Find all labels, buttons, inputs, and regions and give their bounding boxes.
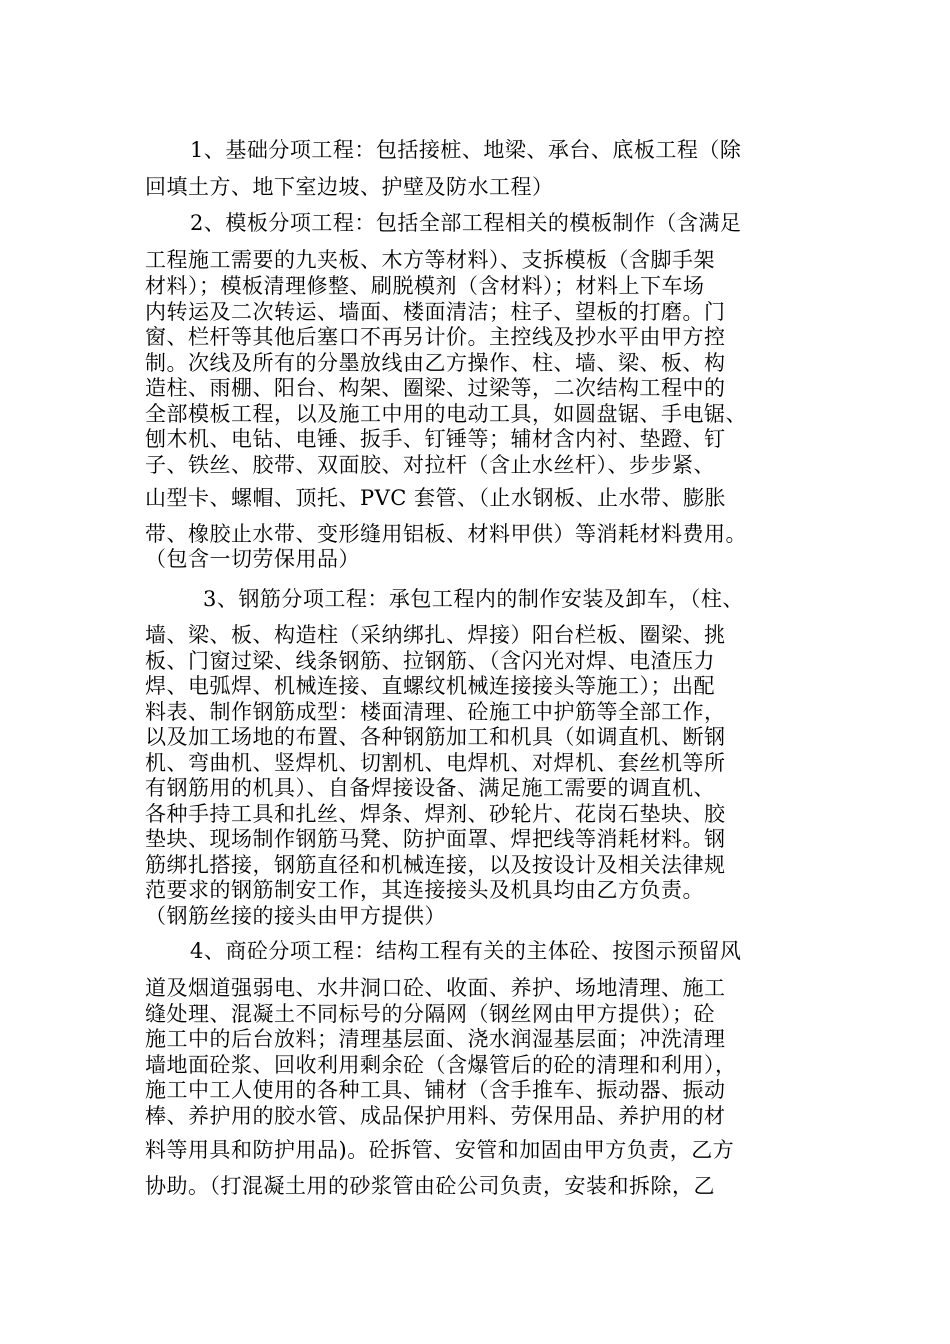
paragraph-1-line-2: 回填土方、地下室边坡、护壁及防水工程） (145, 175, 554, 199)
paragraph-3-line-13: （钢筋丝接的接头由甲方提供） (145, 904, 446, 928)
paragraph-1-line-1: 1、基础分项工程：包括接桩、地梁、承台、底板工程（除 (190, 138, 742, 162)
paragraph-3-line-2: 墙、梁、板、构造柱（采纳绑扎、焊接）阳台栏板、圈梁、挑 (145, 623, 726, 647)
paragraph-3-line-7: 机、弯曲机、竖焊机、切割机、电焊机、对焊机、套丝机等所 (145, 751, 726, 775)
paragraph-2-line-8: 全部模板工程，以及施工中用的电动工具，如圆盘锯、手电锯、 (145, 402, 747, 426)
paragraph-2-line-11: 山型卡、螺帽、顶托、PVC 套管、（止水钢板、止水带、膨胀 (145, 486, 727, 510)
paragraph-3-line-3: 板、门窗过梁、线条钢筋、拉钢筋、（含闪光对焊、电渣压力 (145, 649, 715, 673)
paragraph-3-line-5: 料表、制作钢筋成型：楼面清理、砼施工中护筋等全部工作， (145, 700, 726, 724)
paragraph-3-line-12: 范要求的钢筋制安工作，其连接接头及机具均由乙方负责。 (145, 878, 704, 902)
paragraph-2-line-1: 2、模板分项工程：包括全部工程相关的模板制作（含满足 (190, 211, 742, 235)
paragraph-2-line-13: （包含一切劳保用品） (145, 547, 360, 571)
paragraph-2-line-10: 子、铁丝、胶带、双面胶、对拉杆（含止水丝杆）、步步紧、 (145, 453, 715, 477)
paragraph-2-line-4: 内转运及二次转运、墙面、楼面清洁；柱子、望板的打磨。门 (145, 300, 726, 324)
paragraph-4-line-9: 协助。（打混凝土用的砂浆管由砼公司负责，安装和拆除，乙 (145, 1174, 715, 1198)
paragraph-3-line-1: 3、钢筋分项工程：承包工程内的制作安装及卸车，（柱、 (203, 587, 744, 611)
paragraph-3-line-11: 筋绑扎搭接，钢筋直径和机械连接，以及按设计及相关法律规 (145, 853, 726, 877)
paragraph-4-line-5: 墙地面砼浆、回收利用剩余砼（含爆管后的砼的清理和利用）， (145, 1053, 737, 1077)
paragraph-2-line-6: 制。次线及所有的分墨放线由乙方操作、柱、墙、梁、板、构 (145, 351, 726, 375)
paragraph-3-line-10: 垫块、现场制作钢筋马凳、防护面罩、焊把线等消耗材料。钢 (145, 827, 726, 851)
paragraph-3-line-4: 焊、电弧焊、机械连接、直螺纹机械连接接头等施工）；出配 (145, 674, 715, 698)
paragraph-2-line-12: 带、橡胶止水带、变形缝用铝板、材料甲供）等消耗材料费用。 (145, 522, 747, 546)
paragraph-2-line-7: 造柱、雨棚、阳台、构架、圈梁、过梁等，二次结构工程中的 (145, 376, 726, 400)
paragraph-2-line-5: 窗、栏杆等其他后塞口不再另计价。主控线及抄水平由甲方控 (145, 325, 726, 349)
paragraph-2-line-9: 刨木机、电钻、电锤、扳手、钉锤等；辅材含内衬、垫蹬、钉 (145, 427, 726, 451)
paragraph-4-line-2: 道及烟道强弱电、水井洞口砼、收面、养护、场地清理、施工 (145, 976, 726, 1000)
paragraph-3-line-6: 以及加工场地的布置、各种钢筋加工和机具（如调直机、断钢 (145, 725, 726, 749)
paragraph-4-line-1: 4、商砼分项工程：结构工程有关的主体砼、按图示预留风 (190, 939, 742, 963)
paragraph-4-line-4: 施工中的后台放料；清理基层面、浇水润湿基层面；冲洗清理 (145, 1027, 726, 1051)
paragraph-4-line-7: 棒、养护用的胶水管、成品保护用料、劳保用品、养护用的材 (145, 1104, 726, 1128)
paragraph-2-line-3: 材料）；模板清理修整、刷脱模剂（含材料）；材料上下车场 (145, 274, 705, 298)
paragraph-3-line-8: 有钢筋用的机具）、自备焊接设备、满足施工需要的调直机、 (145, 776, 715, 800)
paragraph-4-line-6: 施工中工人使用的各种工具、铺材（含手推车、振动器、振动 (145, 1078, 726, 1102)
paragraph-4-line-8: 料等用具和防护用品)。砼拆管、安管和加固由甲方负责，乙方 (145, 1138, 735, 1162)
paragraph-4-line-3: 缝处理、混凝土不同标号的分隔网（钢丝网由甲方提供）；砼 (145, 1002, 715, 1026)
paragraph-3-line-9: 各种手持工具和扎丝、焊条、焊剂、砂轮片、花岗石垫块、胶 (145, 802, 726, 826)
paragraph-2-line-2: 工程施工需要的九夹板、木方等材料）、支拆模板（含脚手架 (145, 248, 715, 272)
